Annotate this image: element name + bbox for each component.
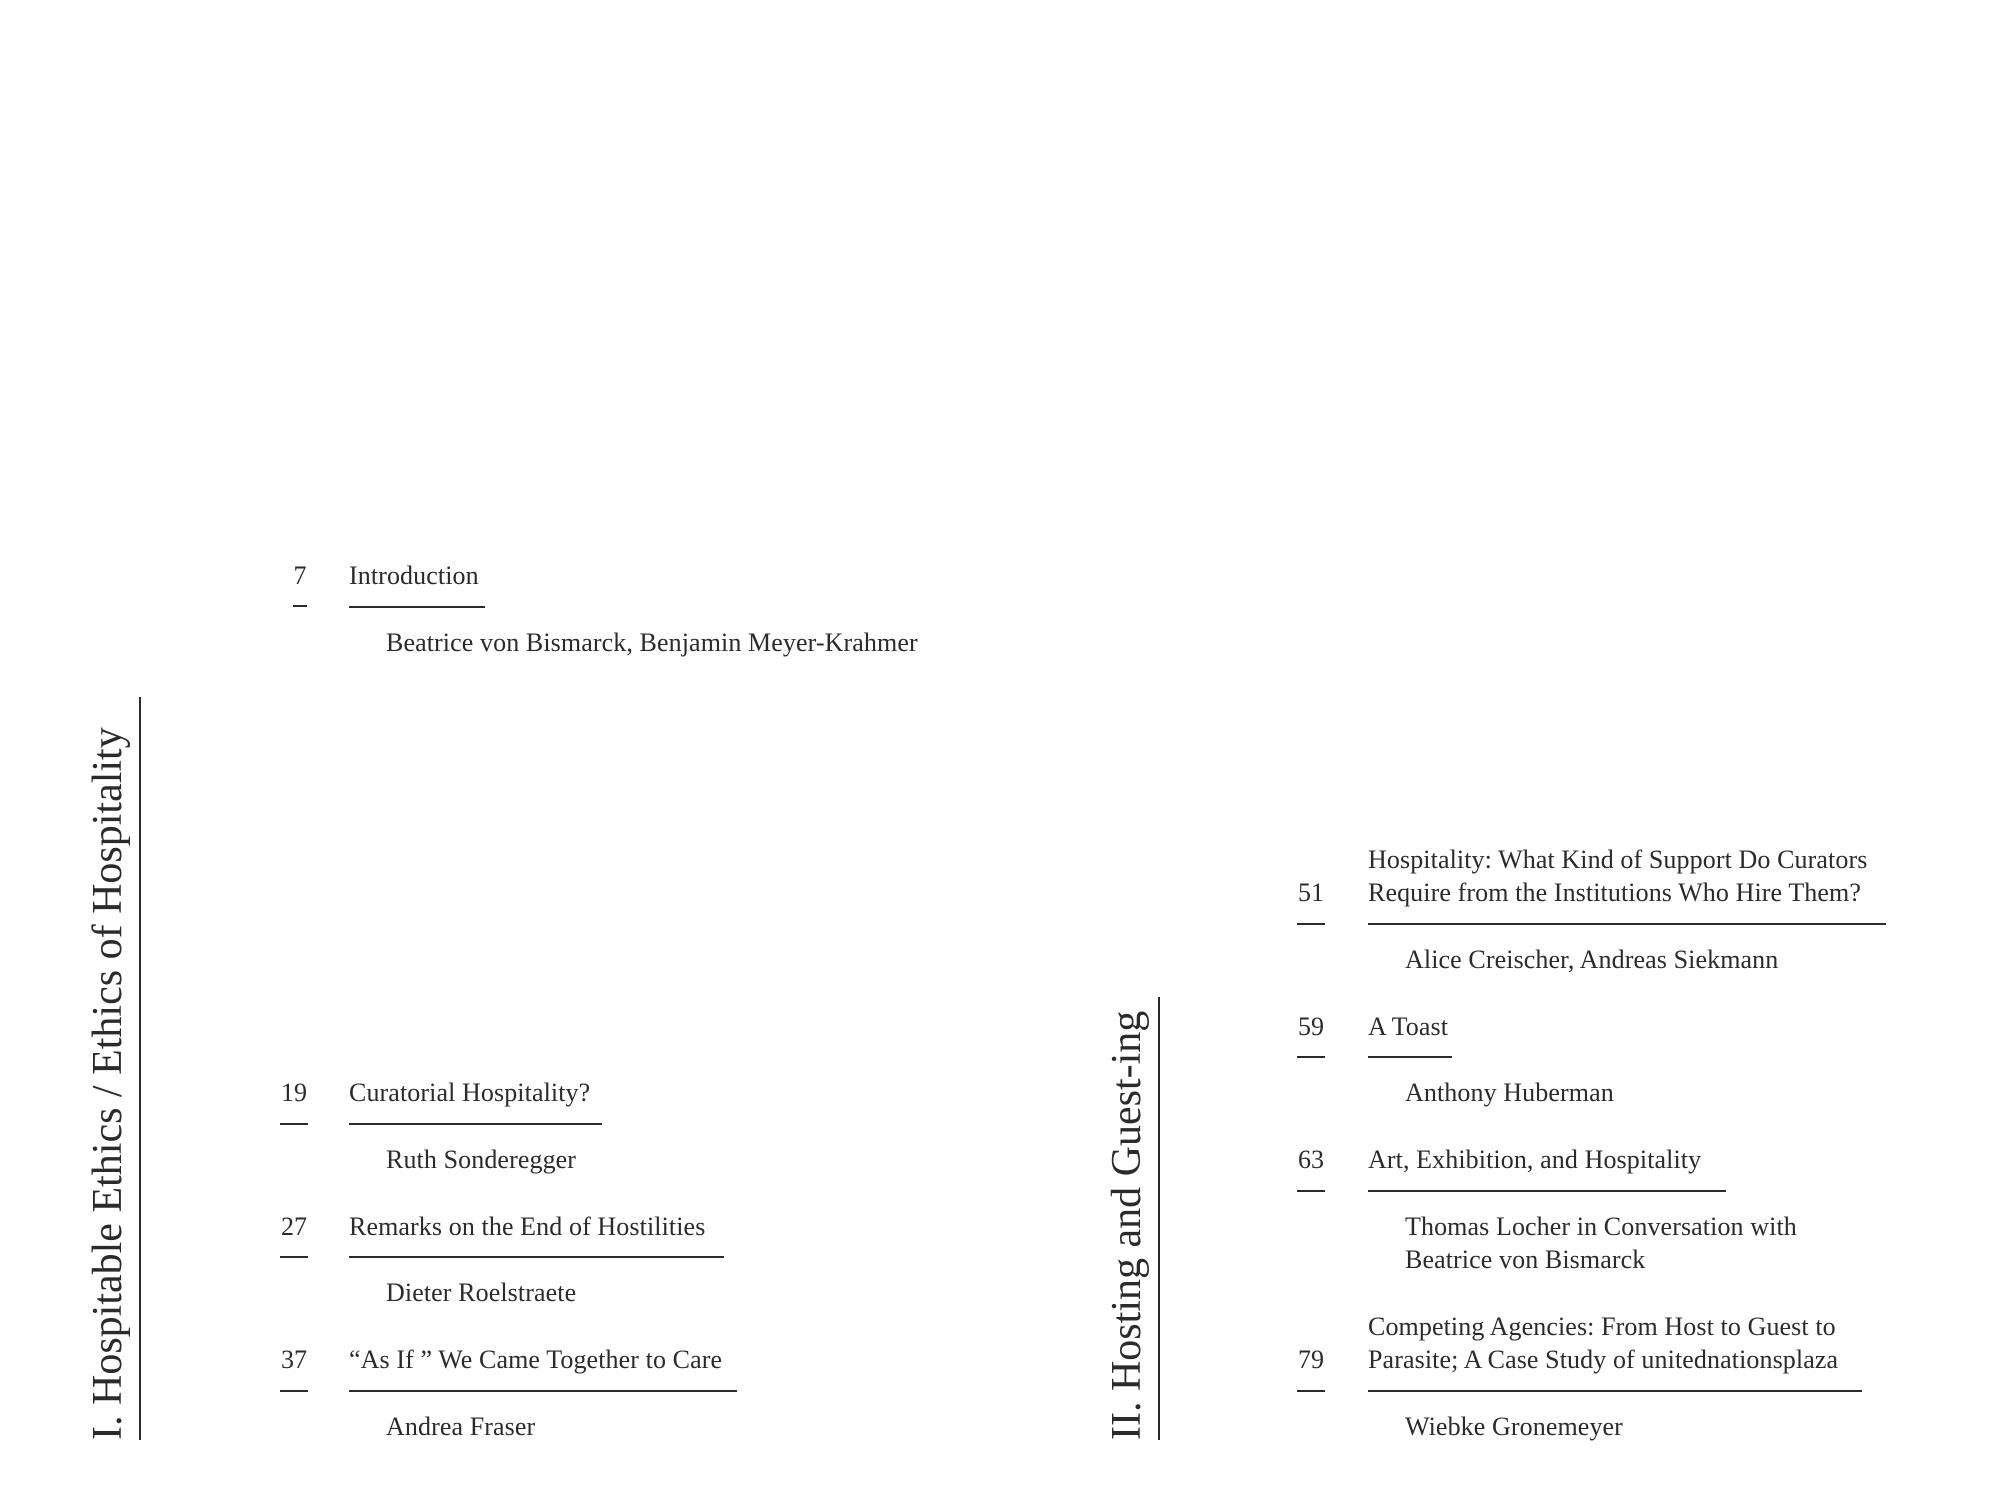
page-number: 59 xyxy=(1298,1012,1324,1041)
entry-authors: Beatrice von Bismarck, Benjamin Meyer-Krahmer xyxy=(386,628,918,657)
entry-title[interactable]: Remarks on the End of Hostilities xyxy=(349,1212,706,1241)
entry-title[interactable]: Curatorial Hospitality? xyxy=(349,1078,591,1107)
entry-authors: Alice Creischer, Andreas Siekmann xyxy=(1405,945,1779,974)
page-number: 19 xyxy=(281,1078,307,1107)
title-underline xyxy=(1368,1056,1452,1058)
entry-title-line-1[interactable]: Competing Agencies: From Host to Guest to xyxy=(1368,1312,1836,1341)
entry-authors: Andrea Fraser xyxy=(386,1412,536,1441)
title-underline xyxy=(1368,1390,1862,1392)
page-number: 63 xyxy=(1298,1145,1324,1174)
entry-title[interactable]: Introduction xyxy=(349,561,479,590)
page-number-dash xyxy=(1297,923,1325,925)
section-title-1: I. Hospitable Ethics / Ethics of Hospitality xyxy=(85,727,131,1440)
page-number-dash xyxy=(280,1390,308,1392)
entry-title[interactable]: “As If ” We Came Together to Care xyxy=(349,1345,723,1374)
title-underline xyxy=(1368,923,1886,925)
title-underline xyxy=(349,1123,602,1125)
section-rule-2 xyxy=(1158,997,1160,1440)
title-underline xyxy=(349,606,485,608)
page-number-dash xyxy=(1297,1190,1325,1192)
entry-authors: Anthony Huberman xyxy=(1405,1078,1614,1107)
section-rule-1 xyxy=(139,697,141,1440)
page-number: 27 xyxy=(281,1212,307,1241)
title-underline xyxy=(349,1390,737,1392)
page-number: 7 xyxy=(293,561,307,590)
entry-title-line-2[interactable]: Require from the Institutions Who Hire Them? xyxy=(1368,878,1862,907)
title-underline xyxy=(349,1256,724,1258)
page-number: 51 xyxy=(1298,878,1324,907)
entry-authors-line-1: Thomas Locher in Conversation with xyxy=(1405,1212,1797,1241)
entry-title-line-2[interactable]: Parasite; A Case Study of unitednationsplaza xyxy=(1368,1345,1839,1374)
page-number-dash xyxy=(280,1123,308,1125)
page-number-dash xyxy=(280,1256,308,1258)
page-number-dash xyxy=(293,605,307,607)
entry-title-line-1[interactable]: Hospitality: What Kind of Support Do Curators xyxy=(1368,845,1868,874)
entry-authors-line-2: Beatrice von Bismarck xyxy=(1405,1245,1646,1274)
page-number-dash xyxy=(1297,1390,1325,1392)
entry-title[interactable]: Art, Exhibition, and Hospitality xyxy=(1368,1145,1702,1174)
title-underline xyxy=(1368,1190,1726,1192)
page-number: 37 xyxy=(281,1345,307,1374)
entry-authors: Ruth Sonderegger xyxy=(386,1145,577,1174)
entry-authors: Wiebke Gronemeyer xyxy=(1405,1412,1623,1441)
page-number: 79 xyxy=(1298,1345,1324,1374)
entry-title[interactable]: A Toast xyxy=(1368,1012,1449,1041)
section-title-2: II. Hosting and Guest-ing xyxy=(1104,1010,1150,1440)
page-number-dash xyxy=(1297,1056,1325,1058)
entry-authors: Dieter Roelstraete xyxy=(386,1278,577,1307)
